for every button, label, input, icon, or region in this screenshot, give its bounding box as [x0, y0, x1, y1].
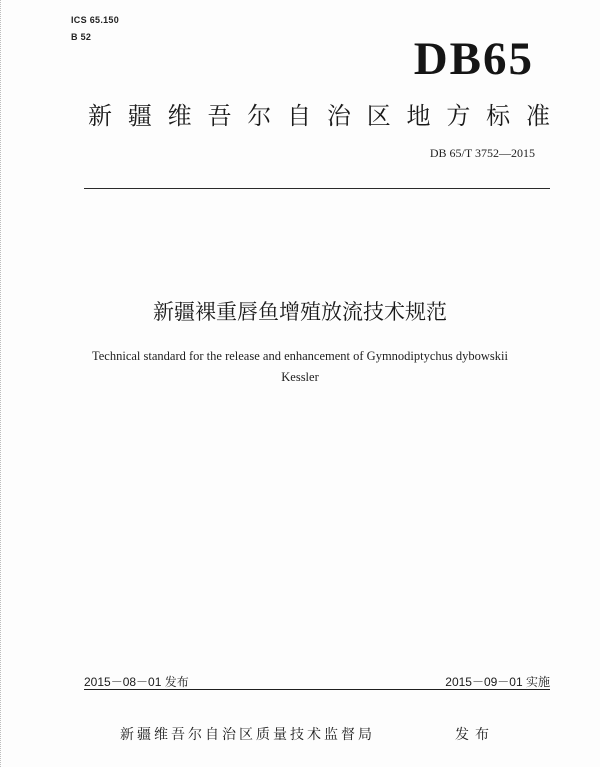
standard-class-char: 区 [366, 102, 391, 130]
document-title-chinese: 新疆裸重唇鱼增殖放流技术规范 [153, 300, 447, 324]
standard-number: DB 65/T 3752—2015 [429, 146, 535, 160]
scan-edge [0, 0, 4, 767]
document-title-english [60, 346, 540, 388]
standard-class-char: 疆 [127, 102, 152, 130]
implement-date: 2015－09－01 实施 [445, 675, 550, 689]
standard-class-char: 自 [287, 102, 312, 130]
db65-logo: DB65 [413, 33, 534, 85]
ccs-code: B 52 [71, 32, 92, 42]
publisher-name: 新疆维吾尔自治区质量技术监督局 [120, 727, 375, 743]
release-date: 2015－08－01 发布 [84, 675, 189, 689]
standard-class-char: 吾 [207, 102, 232, 130]
title-english-line: Technical standard for the release and enhancement of Gymnodiptychus dybowskii [91, 349, 508, 363]
standard-class-char: 治 [326, 102, 351, 130]
standard-class-char: 标 [486, 102, 511, 130]
standard-class-char: 新 [88, 102, 112, 130]
standard-class-char: 维 [167, 102, 192, 130]
standard-class-heading [88, 96, 550, 131]
standard-class-char: 尔 [247, 102, 272, 130]
title-english-line: Kessler [281, 370, 319, 384]
ics-code: ICS 65.150 [71, 15, 120, 25]
standard-class-char: 地 [406, 102, 431, 130]
header-divider [84, 188, 550, 189]
standard-class-char: 方 [446, 102, 471, 130]
standard-class-char: 准 [525, 102, 550, 130]
footer-divider [84, 689, 550, 690]
publish-label: 发布 [455, 727, 495, 743]
date-row [84, 673, 550, 689]
